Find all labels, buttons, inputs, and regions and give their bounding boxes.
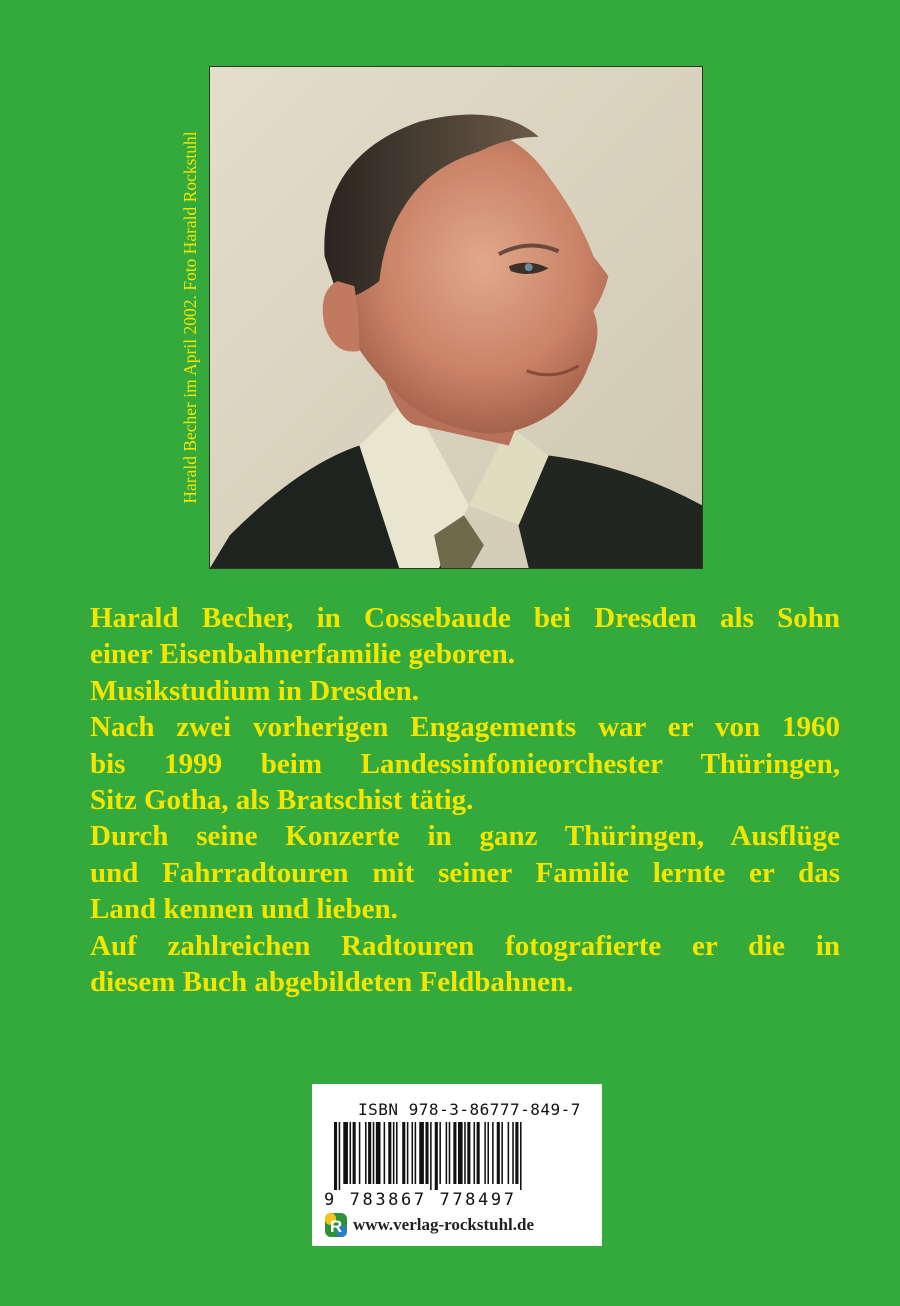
barcode-bar [350,1122,352,1184]
barcode-bar [339,1122,341,1190]
barcode-bar [487,1122,489,1184]
barcode-bar [359,1122,361,1184]
isbn-label: ISBN 978-3-86777-849-7 [358,1100,581,1119]
barcode-bar [512,1122,514,1184]
barcode-bar [393,1122,395,1184]
barcode-bar [353,1122,356,1184]
barcode-bar [343,1122,348,1184]
barcode-bar [492,1122,494,1184]
barcode-bar [449,1122,451,1184]
barcode-bar [334,1122,337,1190]
barcode-bar [508,1122,510,1184]
bio-line: Musikstudium in Dresden. [90,674,420,707]
bio-line: Sitz Gotha, als Bratschist tätig. [90,784,474,817]
barcode-bar [435,1122,438,1190]
ean-digits: 9 783867 778497 [324,1190,517,1210]
publisher-url: www.verlag-rockstuhl.de [353,1215,535,1234]
barcode-icon [334,1122,584,1190]
barcode-bar [365,1122,367,1184]
barcode-bar [376,1122,381,1184]
barcode-bar [396,1122,398,1184]
bio-line: und Fahrradtouren mit seiner Familie lernte er das [90,856,840,889]
barcode-bar [407,1122,409,1184]
photo-caption: Harald Becher im April 2002. Foto Harald Rockstuhl [180,131,200,504]
barcode-bar [453,1122,456,1184]
barcode-bar [430,1122,432,1190]
barcode-bar [388,1122,391,1184]
bio-line: einer Eisenbahnerfamilie geboren. [90,638,516,671]
isbn-barcode-panel [312,1084,602,1246]
bio-line: Durch seine Konzerte in ganz Thüringen, Ausflüge [90,820,840,853]
barcode-bar [464,1122,466,1184]
barcode-bar [474,1122,476,1184]
barcode-bar [484,1122,486,1184]
barcode-bar [446,1122,448,1184]
barcode-bar [501,1122,503,1184]
barcode-bar [467,1122,470,1184]
barcode-bar [425,1122,428,1184]
barcode-bar [497,1122,500,1184]
bio-line: diesem Buch abgebildeten Feldbahnen. [90,966,574,999]
bio-line: Auf zahlreichen Radtouren fotografierte er die in [90,929,840,962]
author-portrait-image [210,67,702,568]
barcode-bar [458,1122,463,1184]
bio-line: Land kennen und lieben. [90,893,398,926]
author-photo [209,66,703,569]
barcode-bar [402,1122,405,1184]
barcode-bar [384,1122,386,1184]
barcode-bar [520,1122,522,1190]
publisher-info [324,1212,534,1238]
barcode-bar [439,1122,441,1184]
barcode-bar [368,1122,371,1184]
bio-line: bis 1999 beim Landessinfonieorchester Thüringen, [90,747,840,780]
publisher-logo-icon [324,1212,348,1238]
barcode-bar [515,1122,518,1184]
barcode-bar [415,1122,417,1184]
author-biography [90,600,840,1000]
bio-line: Nach zwei vorherigen Engagements war er von 1960 [90,711,840,744]
barcode-bar [477,1122,480,1184]
barcode-bar [373,1122,375,1184]
svg-text:R: R [329,1217,343,1236]
barcode-bar [412,1122,414,1184]
bio-line: Harald Becher, in Cossebaude bei Dresden als Sohn [90,602,840,634]
barcode-bar [419,1122,424,1184]
